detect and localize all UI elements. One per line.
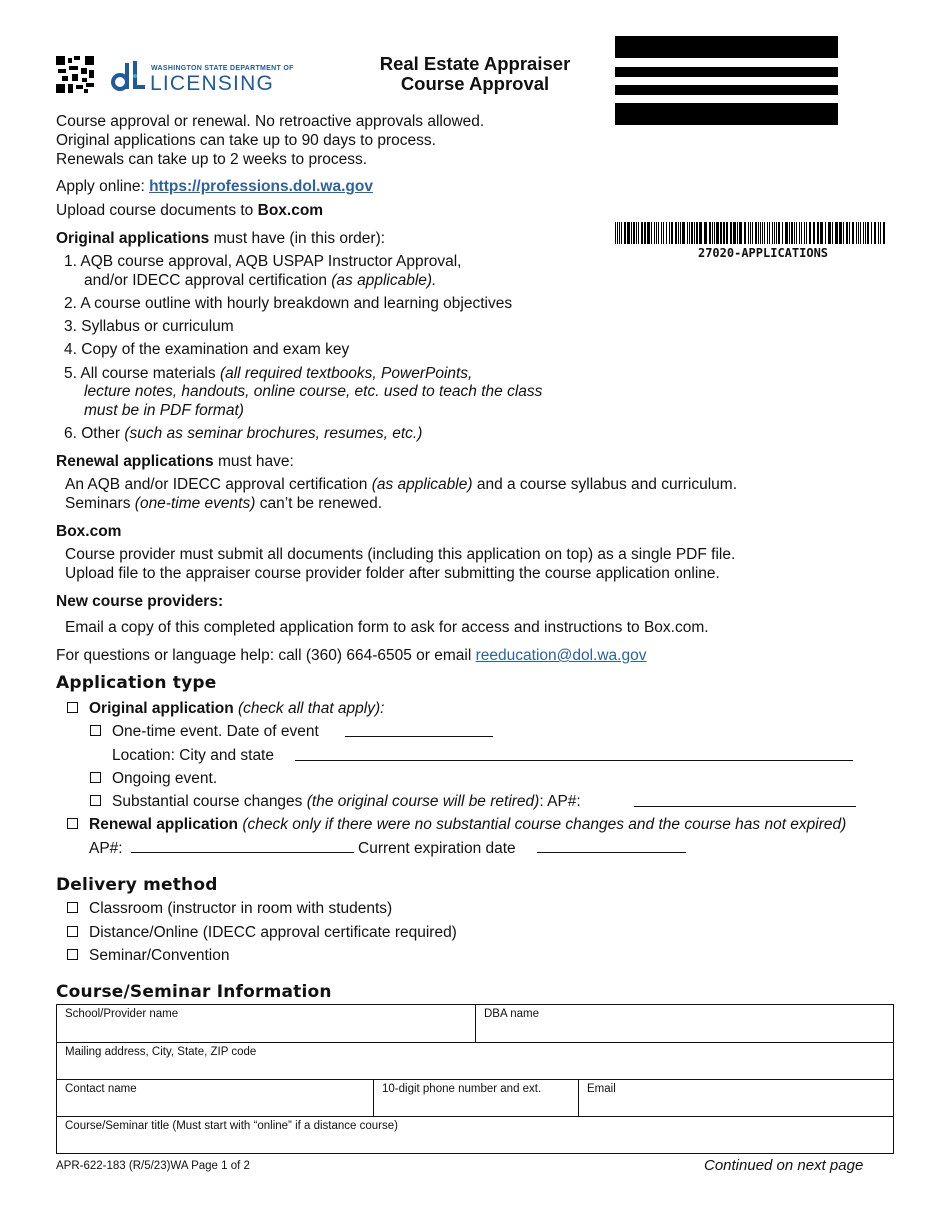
barcode-bar: [799, 222, 800, 244]
application-type-heading: Application type: [56, 673, 217, 693]
field-label: Course/Seminar title (Must start with “online” if a distance course): [65, 1120, 398, 1132]
text: Seminars: [65, 495, 135, 512]
list-item-cont: lecture notes, handouts, online course, etc. used to teach the class: [84, 383, 543, 400]
renewal-heading-bold: Renewal applications: [56, 453, 214, 470]
new-providers-heading: New course providers:: [56, 593, 224, 610]
barcode-bar: [843, 222, 844, 244]
questions-text: For questions or language help: call (360) 664-6505 or email: [56, 647, 476, 664]
list-number: 3.: [64, 318, 77, 335]
barcode-bar: [726, 222, 728, 244]
barcode-bar: [694, 222, 695, 244]
barcode-bar: [865, 222, 866, 244]
contact-name-field[interactable]: [56, 1079, 374, 1117]
seminar-convention-label: Seminar/Convention: [89, 947, 230, 964]
one-time-event-checkbox[interactable]: [90, 725, 101, 736]
logo-agency-line: WASHINGTON STATE DEPARTMENT OF: [151, 65, 294, 72]
qr-code: [56, 56, 94, 93]
text: and a course syllabus and curriculum.: [472, 476, 738, 493]
barcode-bar: [682, 222, 685, 244]
course-title-field[interactable]: [56, 1116, 894, 1154]
barcode-bar: [709, 222, 711, 244]
original-heading-rest: must have (in this order):: [209, 230, 386, 247]
list-text-italic: (as applicable).: [331, 272, 437, 289]
upload-box-name: Box.com: [257, 202, 324, 219]
list-text: All course materials: [80, 365, 220, 382]
original-heading: [56, 229, 385, 248]
redaction-bar: [615, 36, 838, 58]
location-field[interactable]: [295, 760, 853, 761]
barcode-bar: [748, 222, 749, 244]
email-field[interactable]: [578, 1079, 894, 1117]
text-italic: (the original course will be retired): [306, 793, 540, 810]
original-heading-bold: Original applications: [56, 230, 210, 247]
apply-online-label: Apply online:: [56, 178, 150, 195]
list-number: 2.: [64, 295, 77, 312]
ongoing-event-checkbox[interactable]: [90, 772, 101, 783]
barcode-bar: [774, 222, 775, 244]
barcode-bar: [654, 222, 655, 244]
redaction-bar: [615, 67, 838, 77]
redaction-bar: [615, 103, 838, 125]
text-bold: Original application: [89, 700, 234, 717]
renewal-heading-rest: must have:: [213, 453, 294, 470]
barcode-bar: [806, 222, 807, 244]
barcode-bar: [752, 222, 753, 244]
delivery-method-heading: Delivery method: [56, 875, 218, 895]
barcode-bar: [696, 222, 698, 244]
barcode-bar: [678, 222, 679, 244]
barcode-bar: [656, 222, 657, 244]
upload-box: [56, 201, 323, 220]
text: : AP#:: [539, 793, 581, 810]
ap-number-field[interactable]: [131, 852, 354, 853]
list-number: 1.: [64, 253, 77, 270]
page-title: [330, 54, 620, 94]
list-text: Syllabus or curriculum: [81, 318, 234, 335]
barcode-bar: [661, 222, 662, 244]
barcode-bar: [858, 222, 859, 244]
seminar-convention-checkbox[interactable]: [67, 949, 78, 960]
one-time-event-label: One-time event. Date of event: [112, 723, 319, 740]
barcode-bar: [666, 222, 667, 244]
original-application-checkbox[interactable]: [67, 702, 78, 713]
field-label: School/Provider name: [65, 1008, 179, 1020]
dol-logo-icon: [111, 59, 147, 93]
barcode-bar: [619, 222, 620, 244]
barcode-bar: [627, 222, 630, 244]
text: An AQB and/or IDECC approval certification: [65, 476, 372, 493]
ap-label: AP#:: [89, 840, 123, 857]
list-text-italic: (such as seminar brochures, resumes, etc.): [124, 425, 423, 442]
barcode-bar: [832, 222, 833, 244]
continued-note: Continued on next page: [704, 1157, 864, 1174]
text: Substantial course changes: [112, 793, 307, 810]
barcode-bar: [760, 222, 761, 244]
original-application-label: [89, 699, 384, 718]
text-italic: (check only if there were no substantial course changes and the course has not expired): [238, 816, 847, 833]
date-of-event-field[interactable]: [345, 736, 493, 737]
barcode-bar: [796, 222, 797, 244]
dba-field[interactable]: [475, 1004, 894, 1043]
apply-online: [56, 177, 373, 196]
location-label: Location: City and state: [112, 747, 274, 764]
barcode-bar: [880, 222, 881, 244]
barcode-bar: [636, 222, 637, 244]
renewal-line: [65, 494, 382, 513]
barcode-bar: [647, 222, 650, 244]
list-text: and/or IDECC approval certification: [84, 272, 332, 289]
barcode-bar: [638, 222, 639, 244]
list-number: 5.: [64, 365, 77, 382]
expiration-date-field[interactable]: [537, 852, 686, 853]
barcode-bar: [716, 222, 719, 244]
barcode-bar: [791, 222, 793, 244]
classroom-checkbox[interactable]: [67, 902, 78, 913]
barcode-bar: [860, 222, 861, 244]
phone-field[interactable]: [373, 1079, 579, 1117]
list-item: [64, 340, 349, 359]
apply-online-link[interactable]: https://professions.dol.wa.gov: [149, 178, 373, 195]
barcode-bar: [644, 222, 646, 244]
text: can’t be renewed.: [255, 495, 383, 512]
renewal-application-label: [89, 815, 846, 834]
list-text-italic: (all required textbooks, PowerPoints,: [219, 365, 473, 382]
barcode-bar: [789, 222, 790, 244]
list-text: Copy of the examination and exam key: [81, 341, 350, 358]
list-item: [64, 294, 512, 313]
barcode-bar: [675, 222, 677, 244]
barcode-bar: [839, 222, 842, 244]
text-italic: (check all that apply):: [233, 700, 385, 717]
barcode-bar: [712, 222, 713, 244]
logo-wordmark: LICENSING: [150, 72, 274, 95]
barcode-bar: [767, 222, 768, 244]
barcode-bar: [817, 222, 819, 244]
field-label: DBA name: [484, 1008, 539, 1020]
box-line: Course provider must submit all documents (including this application on top) as a single PDF file.: [65, 546, 736, 563]
barcode-bar: [758, 222, 759, 244]
distance-online-label: Distance/Online (IDECC approval certificate required): [89, 924, 457, 941]
classroom-label: Classroom (instructor in room with students): [89, 900, 393, 917]
barcode-bar: [849, 222, 850, 244]
barcode-bar: [820, 222, 823, 244]
barcode-bar: [813, 222, 815, 244]
barcode-bar: [825, 222, 826, 244]
course-info-heading: Course/Seminar Information: [56, 982, 332, 1002]
barcode-bar: [704, 222, 707, 244]
text-bold: Renewal application: [89, 816, 239, 833]
title-line-2: Course Approval: [400, 73, 550, 94]
barcode-bar: [624, 222, 626, 244]
barcode-bar: [658, 222, 659, 244]
barcode-bar: [852, 222, 854, 244]
barcode-bar: [809, 222, 811, 244]
barcode-bar: [874, 222, 876, 244]
barcode-bar: [782, 222, 783, 244]
barcode-bar: [772, 222, 773, 244]
barcode-bar: [801, 222, 802, 244]
barcode-bar: [687, 222, 688, 244]
list-text: A course outline with hourly breakdown and learning objectives: [80, 295, 513, 312]
redaction-bar: [615, 85, 838, 95]
barcode-bar: [671, 222, 673, 244]
renewal-heading: [56, 452, 294, 471]
list-number: 6.: [64, 425, 77, 442]
barcode-bar: [669, 222, 670, 244]
email-link[interactable]: reeducation@dol.wa.gov: [475, 647, 647, 664]
barcode-bar: [856, 222, 857, 244]
barcode-bar: [835, 222, 838, 244]
barcode-bar: [778, 222, 780, 244]
questions-line: [56, 646, 646, 665]
distance-online-checkbox[interactable]: [67, 926, 78, 937]
barcode-bar: [755, 222, 757, 244]
list-text: AQB course approval, AQB USPAP Instructor Approval,: [80, 253, 462, 270]
school-provider-field[interactable]: [56, 1004, 476, 1043]
barcode-bar: [617, 222, 618, 244]
list-item: [64, 364, 472, 383]
barcode: [615, 222, 888, 244]
barcode-bar: [785, 222, 788, 244]
barcode-bar: [663, 222, 664, 244]
upload-label: Upload course documents to: [56, 202, 258, 219]
barcode-bar: [846, 222, 848, 244]
box-heading: Box.com: [56, 523, 122, 540]
title-line-1: Real Estate Appraiser: [379, 53, 571, 74]
barcode-bar: [714, 222, 715, 244]
form-id: APR-622-183 (R/5/23)WA Page 1 of 2: [56, 1160, 250, 1172]
mailing-address-field[interactable]: [56, 1042, 894, 1080]
text-italic: (one-time events): [134, 495, 256, 512]
barcode-bar: [733, 222, 736, 244]
barcode-bar: [689, 222, 690, 244]
list-text: Other: [81, 425, 125, 442]
intro-line: Original applications can take up to 90 days to process.: [56, 132, 436, 149]
list-number: 4.: [64, 341, 77, 358]
barcode-bar: [621, 222, 622, 244]
barcode-bar: [878, 222, 879, 244]
intro-line: Course approval or renewal. No retroactive approvals allowed.: [56, 113, 485, 130]
barcode-bar: [633, 222, 635, 244]
renewal-line: [65, 475, 737, 494]
renewal-application-checkbox[interactable]: [67, 818, 78, 829]
barcode-bar: [651, 222, 652, 244]
barcode-bar: [871, 222, 872, 244]
substantial-changes-checkbox[interactable]: [90, 795, 101, 806]
barcode-bar: [691, 222, 693, 244]
barcode-bar: [737, 222, 738, 244]
box-line: Upload file to the appraiser course provider folder after submitting the course application online.: [65, 565, 720, 582]
barcode-bar: [867, 222, 869, 244]
barcode-bar: [769, 222, 770, 244]
barcode-bar: [631, 222, 632, 244]
field-label: Email: [587, 1083, 616, 1095]
barcode-bar: [776, 222, 777, 244]
barcode-bar: [883, 222, 885, 244]
new-providers-line: Email a copy of this completed application form to ask for access and instructions to Box.com.: [65, 619, 709, 636]
list-item: [64, 317, 234, 336]
ongoing-event-label: Ongoing event.: [112, 770, 218, 787]
substantial-changes-label: [112, 792, 581, 811]
barcode-bar: [730, 222, 732, 244]
list-item: [64, 252, 461, 271]
intro-line: Renewals can take up to 2 weeks to process.: [56, 151, 368, 168]
barcode-bar: [641, 222, 643, 244]
list-item-cont: [84, 271, 436, 290]
barcode-label: 27020-APPLICATIONS: [697, 246, 829, 260]
barcode-bar: [744, 222, 746, 244]
barcode-bar: [762, 222, 763, 244]
list-item: [64, 424, 422, 443]
field-label: Contact name: [65, 1083, 137, 1095]
expiration-label: Current expiration date: [358, 840, 516, 857]
barcode-bar: [794, 222, 795, 244]
barcode-bar: [863, 222, 864, 244]
barcode-bar: [680, 222, 681, 244]
substantial-ap-field[interactable]: [634, 806, 856, 807]
barcode-bar: [699, 222, 702, 244]
text-italic: (as applicable): [371, 476, 473, 493]
field-label: Mailing address, City, State, ZIP code: [65, 1046, 257, 1058]
barcode-bar: [828, 222, 831, 244]
barcode-bar: [615, 222, 616, 244]
field-label: 10-digit phone number and ext.: [382, 1083, 542, 1095]
barcode-bar: [750, 222, 751, 244]
barcode-bar: [739, 222, 742, 244]
barcode-bar: [720, 222, 722, 244]
barcode-bar: [764, 222, 765, 244]
barcode-bar: [804, 222, 805, 244]
list-item-cont: must be in PDF format): [84, 402, 244, 419]
barcode-bar: [723, 222, 725, 244]
